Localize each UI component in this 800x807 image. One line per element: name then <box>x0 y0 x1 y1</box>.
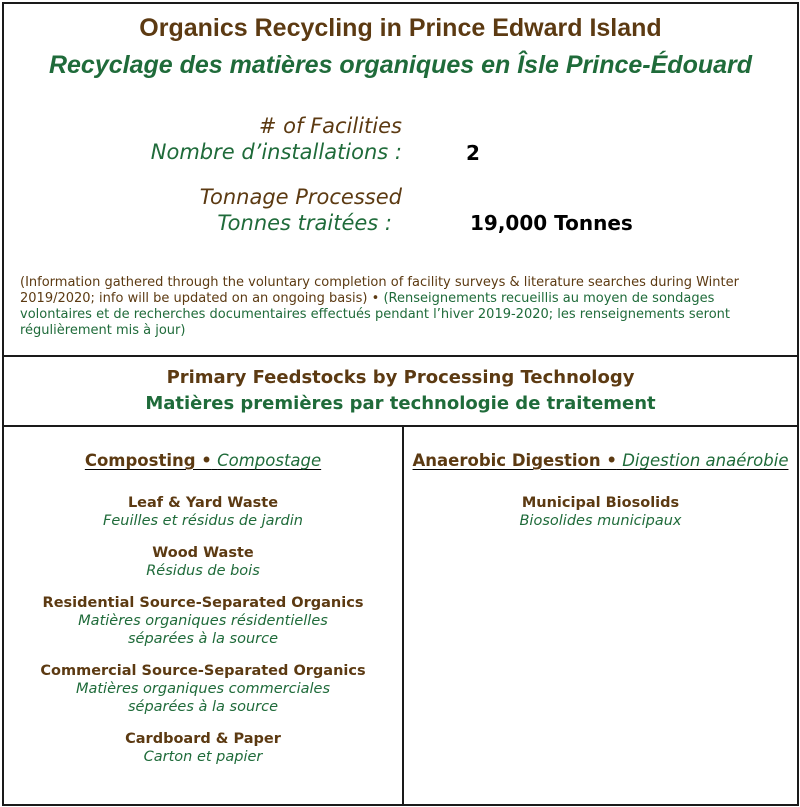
infographic-frame <box>2 2 799 806</box>
feedstock-english: Cardboard & Paper <box>125 731 281 747</box>
info-note <box>20 275 790 339</box>
feedstock-english: Residential Source-Separated Organics <box>42 595 364 611</box>
feedstock-french: Matières organiques commerciales séparées à la source <box>75 681 331 715</box>
feedstock-french: Carton et papier <box>143 749 263 765</box>
feedstock-french: Résidus de bois <box>146 563 260 579</box>
section-title-french: Matières premières par technologie de traitement <box>145 393 656 414</box>
anaerobic-digestion-column <box>404 427 797 804</box>
feedstock-item <box>4 544 402 580</box>
tonnage-label-french: Tonnes traitées : <box>217 211 392 235</box>
title-french: Recyclage des matières organiques en Îsle Prince-Édouard <box>48 51 753 79</box>
feedstock-item <box>404 494 797 530</box>
feedstock-english: Leaf & Yard Waste <box>127 495 279 511</box>
composting-column <box>4 427 402 804</box>
composting-heading-french: Compostage <box>217 451 322 470</box>
info-note-french: (Renseignements recueillis au moyen de sondages volontaires et de recherches documentaires effectués pendant l’hiver 2019-2020; les renseignements seront régulièrement mis à jour) <box>20 291 730 338</box>
feedstock-french: Feuilles et résidus de jardin <box>103 513 303 529</box>
anaerobic-heading <box>404 451 797 470</box>
anaerobic-heading-french: Digestion anaérobie <box>622 451 789 470</box>
feedstock-english: Municipal Biosolids <box>521 495 680 511</box>
facilities-label-french: Nombre d’installations : <box>150 140 402 164</box>
feedstock-item <box>4 662 402 716</box>
composting-feedstock-list <box>4 494 402 780</box>
anaerobic-heading-english: Anaerobic Digestion • <box>412 451 617 470</box>
facilities-label-english: # of Facilities <box>258 114 402 138</box>
info-note-english: (Information gathered through the voluntary completion of facility surveys & literature searches during Winter 2019/2020; info will be updated on an ongoing basis) • <box>20 275 739 306</box>
section-title-english: Primary Feedstocks by Processing Technology <box>166 367 635 388</box>
feedstock-english: Wood Waste <box>152 545 254 561</box>
tonnage-value: 19,000 Tonnes <box>470 211 633 235</box>
divider-top <box>4 355 797 357</box>
feedstock-french: Matières organiques résidentielles séparées à la source <box>78 613 328 647</box>
tonnage-label-english: Tonnage Processed <box>199 185 402 209</box>
feedstock-french: Biosolides municipaux <box>519 513 682 529</box>
anaerobic-feedstock-list <box>404 494 797 544</box>
composting-heading <box>4 451 402 470</box>
feedstock-item <box>4 730 402 766</box>
feedstock-english: Commercial Source-Separated Organics <box>40 663 366 679</box>
feedstock-item <box>4 594 402 648</box>
feedstock-item <box>4 494 402 530</box>
title-english: Organics Recycling in Prince Edward Island <box>139 14 662 42</box>
composting-heading-english: Composting • <box>84 451 212 470</box>
facilities-value: 2 <box>466 141 480 165</box>
